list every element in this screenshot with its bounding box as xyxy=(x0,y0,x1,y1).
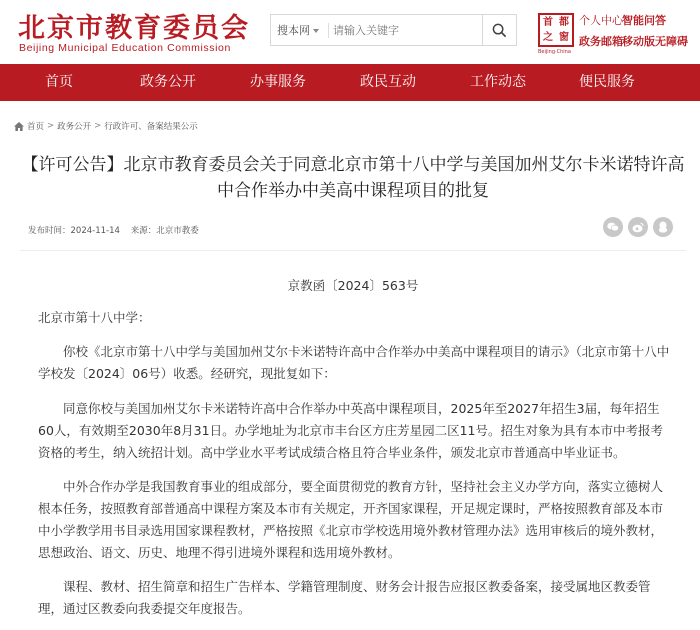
personal-center-link[interactable]: 个人中心 xyxy=(579,14,623,27)
qq-icon xyxy=(658,221,668,233)
article-paragraph: 你校《北京市第十八中学与美国加州艾尔卡米诺特许高中合作举办中美高中课程项目的请示》（北京市第十八中学校发〔2024〕06号）收悉。经研究，现批复如下： xyxy=(38,344,670,381)
share-wechat-button[interactable] xyxy=(603,217,623,237)
wechat-icon xyxy=(607,222,619,232)
nav-item-convenience[interactable]: 便民服务 xyxy=(579,74,635,90)
publish-date xyxy=(28,224,199,236)
seal-char: 都 xyxy=(559,17,569,28)
document-number: 京教函〔2024〕563号 xyxy=(287,278,419,293)
home-icon xyxy=(14,122,24,131)
breadcrumb-home[interactable]: 首页 xyxy=(27,122,45,132)
weibo-icon xyxy=(632,222,644,233)
divider xyxy=(328,23,329,38)
share-qq-button[interactable] xyxy=(653,217,673,237)
breadcrumb-gov-affairs[interactable]: 政务公开 xyxy=(57,122,92,132)
nav-item-gov-affairs[interactable]: 政务公开 xyxy=(140,74,196,90)
breadcrumb-current[interactable]: 行政许可、备案结果公示 xyxy=(104,122,198,132)
title-divider xyxy=(20,250,686,251)
site-logo-subtitle: Beijing Municipal Education Commission xyxy=(19,42,231,54)
seal-char: 窗 xyxy=(559,32,569,43)
site-logo-title[interactable]: 北京市教育委员会 xyxy=(18,13,250,44)
seal-char: 首 xyxy=(543,17,553,28)
seal-caption: Beijing·China xyxy=(538,49,571,55)
salutation: 北京市第十八中学： xyxy=(38,310,151,325)
breadcrumb-separator: > xyxy=(47,121,55,131)
smart-qa-link[interactable]: 智能问答 xyxy=(622,14,666,27)
nav-item-services[interactable]: 办事服务 xyxy=(250,74,306,90)
nav-item-news[interactable]: 工作动态 xyxy=(470,74,526,90)
header xyxy=(0,0,700,64)
publish-date-text: 发布时间：2024-11-14 xyxy=(28,226,120,236)
mobile-version-link[interactable]: 移动版 xyxy=(622,35,655,48)
nav-item-interaction[interactable]: 政民互动 xyxy=(360,74,416,90)
breadcrumb xyxy=(14,120,198,132)
portal-mail-link[interactable]: 政务邮箱 xyxy=(579,35,623,48)
seal-char: 之 xyxy=(543,32,553,43)
accessibility-link[interactable]: 无障碍 xyxy=(655,35,688,48)
main-nav xyxy=(0,64,700,101)
article-paragraph: 中外合作办学是我国教育事业的组成部分，要全面贯彻党的教育方针，坚持社会主义办学方向，落实立德树人根本任务，按照教育部普通高中课程方案及本市有关规定，开齐国家课程，开足规定课时，严格按照教育部及本市中小学教学用书目录选用国家课程教材，严格按照《北京市学校选用境外教材管理办法》选用审核后的境外教材，思想政治、语文、历史、地理不得引进境外课程和选用境外教材。 xyxy=(38,479,664,560)
nav-item-home[interactable]: 首页 xyxy=(45,74,73,90)
chevron-down-icon xyxy=(313,29,319,33)
breadcrumb-separator: > xyxy=(94,121,102,131)
search-icon xyxy=(492,23,507,38)
share-weibo-button[interactable] xyxy=(628,217,648,237)
article-paragraph: 课程、教材、招生简章和招生广告样本、学籍管理制度、财务会计报告应报区教委备案，接受属地区教委管理，通过区教委向我委提交年度报告。 xyxy=(38,579,651,616)
article-paragraph: 同意你校与美国加州艾尔卡米诺特许高中合作举办中英高中课程项目，2025年至2027年招生3届，每年招生60人，有效期至2030年8月31日。办学地址为北京市丰台区方庄芳星园二区11号。招生对象为具有本市中考报考资格的考生，纳入统招计划。高中学业水平考试成绩合格且符合毕业条件，颁发北京市普通高中毕业证书。 xyxy=(38,401,663,460)
search-scope-label: 搜本网 xyxy=(277,24,310,37)
source-text: 来源：北京市教委 xyxy=(130,226,199,236)
capital-window-seal[interactable] xyxy=(538,13,574,47)
search-button[interactable] xyxy=(482,15,516,45)
search-scope-select[interactable] xyxy=(277,22,319,38)
search-input[interactable] xyxy=(333,17,478,43)
page-title: 【许可公告】北京市教育委员会关于同意北京市第十八中学与美国加州艾尔卡米诺特许高中合作举办中美高中课程项目的批复 xyxy=(21,155,685,201)
search-box xyxy=(270,14,517,46)
